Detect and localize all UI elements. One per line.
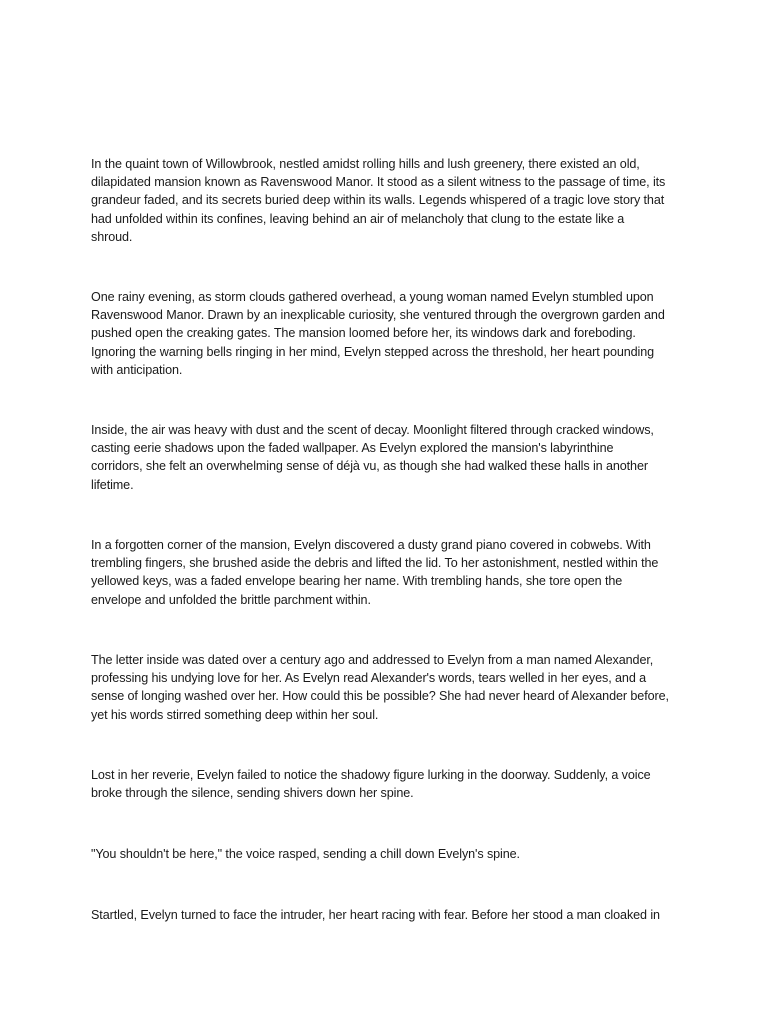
text-line: professing his undying love for her. As Evelyn read Alexander's words, tears welled in her eyes, and a bbox=[91, 671, 647, 686]
text-line: The letter inside was dated over a century ago and addressed to Evelyn from a man named Alexander, bbox=[91, 653, 654, 667]
text-line: Startled, Evelyn turned to face the intruder, her heart racing with fear. Before her stood a man cloaked in bbox=[91, 908, 660, 922]
text-line: yet his words stirred something deep within her soul. bbox=[91, 707, 379, 722]
paragraph-2 bbox=[91, 288, 691, 379]
paragraph-4 bbox=[91, 536, 691, 609]
text-line: lifetime. bbox=[91, 477, 134, 492]
text-line: with anticipation. bbox=[91, 362, 183, 377]
text-line: yellowed keys, was a faded envelope bearing her name. With trembling hands, she tore open the bbox=[91, 574, 623, 589]
text-line: grandeur faded, and its secrets buried deep within its walls. Legends whispered of a tragic love story that bbox=[91, 193, 665, 208]
text-line: corridors, she felt an overwhelming sense of déjà vu, as though she had walked these halls in another bbox=[91, 459, 648, 474]
text-line: trembling fingers, she brushed aside the debris and lifted the lid. To her astonishment, nestled within the bbox=[91, 556, 659, 571]
text-line: sense of longing washed over her. How could this be possible? She had never heard of Alexander before, bbox=[91, 689, 669, 704]
text-line: One rainy evening, as storm clouds gathered overhead, a young woman named Evelyn stumbled upon bbox=[91, 290, 654, 304]
paragraph-5 bbox=[91, 651, 691, 724]
text-line: Ignoring the warning bells ringing in her mind, Evelyn stepped across the threshold, her heart pounding bbox=[91, 344, 655, 359]
text-line: pushed open the creaking gates. The mansion loomed before her, its windows dark and foreboding. bbox=[91, 326, 636, 341]
text-line: shroud. bbox=[91, 229, 133, 244]
text-line: In the quaint town of Willowbrook, nestled amidst rolling hills and lush greenery, there existed an old, bbox=[91, 157, 640, 171]
text-line: envelope and unfolded the brittle parchment within. bbox=[91, 592, 371, 607]
text-line: "You shouldn't be here," the voice rasped, sending a chill down Evelyn's spine. bbox=[91, 847, 520, 861]
text-line: Ravenswood Manor. Drawn by an inexplicable curiosity, she ventured through the overgrown garden and bbox=[91, 308, 665, 323]
paragraph-6 bbox=[91, 766, 691, 802]
text-line: Inside, the air was heavy with dust and the scent of decay. Moonlight filtered through cracked windows, bbox=[91, 423, 654, 437]
text-line: had unfolded within its confines, leaving behind an air of melancholy that clung to the estate like a bbox=[91, 211, 625, 226]
text-line: casting eerie shadows upon the faded wallpaper. As Evelyn explored the mansion's labyrinthine bbox=[91, 441, 614, 456]
paragraph-3 bbox=[91, 421, 691, 494]
text-line: In a forgotten corner of the mansion, Evelyn discovered a dusty grand piano covered in cobwebs. With bbox=[91, 538, 651, 552]
text-line: broke through the silence, sending shivers down her spine. bbox=[91, 786, 414, 801]
paragraph-1 bbox=[91, 155, 691, 246]
text-line: dilapidated mansion known as Ravenswood Manor. It stood as a silent witness to the passage of time, its bbox=[91, 175, 666, 190]
text-line: Lost in her reverie, Evelyn failed to notice the shadowy figure lurking in the doorway. Suddenly, a voice bbox=[91, 768, 651, 782]
paragraph-8 bbox=[91, 906, 691, 924]
paragraph-7 bbox=[91, 845, 691, 863]
